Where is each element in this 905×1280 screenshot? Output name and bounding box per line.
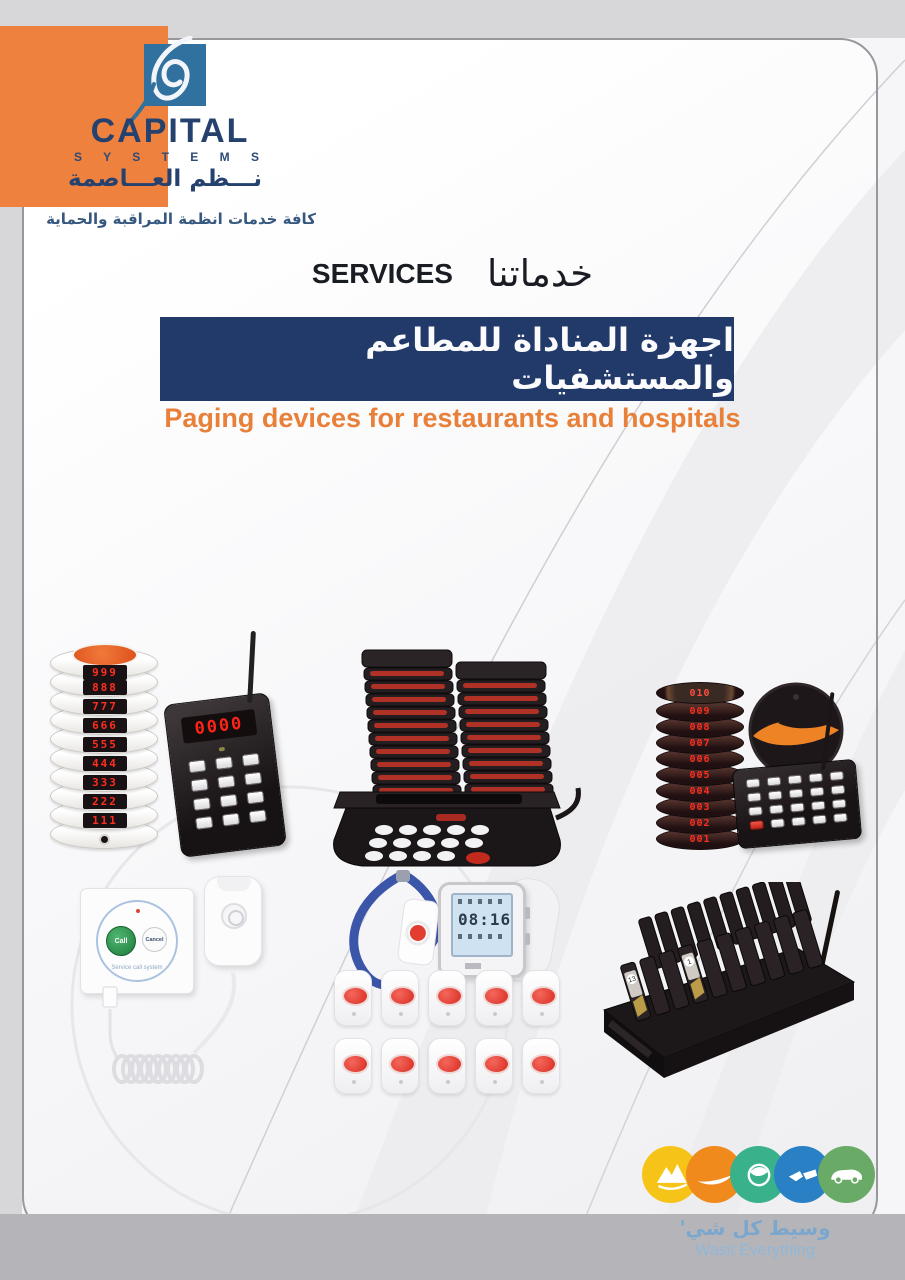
section-banner — [160, 317, 734, 401]
key — [768, 790, 783, 800]
key — [808, 773, 823, 783]
services-title-en: SERVICES — [311, 257, 453, 289]
key — [790, 802, 805, 812]
key — [217, 775, 235, 789]
key — [833, 813, 848, 823]
keypad-keys — [734, 770, 860, 831]
keypad-transmitter-2 — [732, 759, 863, 850]
call-button-unit — [334, 970, 372, 1026]
key — [787, 775, 802, 785]
watch-time: 08:16 — [458, 910, 512, 929]
coaster-pager: 008 — [656, 716, 744, 738]
key — [190, 778, 208, 792]
key — [812, 815, 827, 825]
pager-number: 999 — [83, 665, 127, 680]
car-icon — [818, 1146, 875, 1203]
footer-logo-circles — [642, 1146, 875, 1203]
lcd-status-icons — [458, 934, 506, 939]
dock-pager-label: 1 — [686, 958, 693, 967]
coaster-pager: 009 — [656, 700, 744, 722]
section-subtitle: Paging devices for restaurants and hospitals — [164, 403, 741, 433]
pendant-call-button — [204, 876, 262, 966]
footer-wasit-arabic: وسيط كل شي' — [679, 1216, 831, 1240]
call-button-unit — [522, 970, 560, 1026]
coaster-pager: 002 — [656, 812, 744, 834]
pager-number: 111 — [83, 813, 127, 828]
pager-column-left — [362, 650, 461, 797]
pager-number: 444 — [83, 756, 127, 771]
coaster-pager: 006 — [656, 748, 744, 770]
key — [243, 772, 261, 786]
rj-connector — [103, 987, 117, 1007]
base-logo — [436, 814, 466, 821]
cords — [88, 985, 288, 1095]
key — [810, 787, 825, 797]
pager-top-label — [72, 643, 138, 667]
call-button-unit — [475, 970, 513, 1026]
pager-number: 888 — [83, 680, 127, 695]
lcd-status-icons — [458, 899, 506, 904]
key — [248, 809, 266, 823]
key — [832, 799, 847, 809]
coaster-pager — [50, 648, 158, 678]
call-button-unit — [428, 1038, 466, 1094]
pager-number: 666 — [83, 718, 127, 733]
keypad-keys — [171, 751, 283, 832]
key — [195, 816, 213, 830]
key — [246, 791, 264, 805]
brand-arabic-name: نـــظم العـــاصمة — [68, 166, 262, 192]
coaster-pager-stack-dark — [656, 678, 748, 850]
call-button-unit — [475, 1038, 513, 1094]
call-button-unit — [522, 1038, 560, 1094]
call-button: Call — [106, 926, 136, 956]
led-indicator — [136, 909, 140, 913]
keypad-display: 0000 — [181, 709, 258, 744]
watch-brand-mark — [441, 963, 523, 969]
key — [770, 818, 785, 828]
cancel-button: Cancel — [142, 927, 167, 952]
key — [192, 797, 210, 811]
key — [747, 792, 762, 802]
watch-body — [438, 882, 526, 978]
services-heading — [0, 252, 905, 295]
key — [791, 816, 806, 826]
coaster-pager-stack-white — [50, 648, 162, 858]
pager-number: 555 — [83, 737, 127, 752]
charger-tower — [318, 640, 583, 885]
coaster-pager: 010 — [656, 682, 744, 704]
key — [749, 820, 764, 830]
key — [811, 801, 826, 811]
key — [748, 806, 763, 816]
key — [241, 753, 259, 767]
key — [829, 771, 844, 781]
brand-tagline: كافة خدمات انظمة المراقبة والحماية — [46, 210, 316, 228]
key — [769, 804, 784, 814]
wall-button-ring — [96, 900, 178, 982]
lanyard-clasp — [396, 870, 410, 882]
pager-number: 222 — [83, 794, 127, 809]
coaster-pager: 005 — [656, 764, 744, 786]
brand-subname: S Y S T E M S — [74, 150, 268, 164]
dock-pager-label: 13 — [627, 975, 637, 985]
footer-wasit-english: Wasit Everything — [695, 1242, 815, 1259]
key — [221, 813, 239, 827]
pager-number: 333 — [83, 775, 127, 790]
pager-logo-dot — [99, 834, 110, 845]
watch-side-button — [525, 933, 530, 945]
led-indicator — [219, 747, 225, 752]
pager-dock — [592, 882, 882, 1097]
ring-text: Service call system — [111, 965, 163, 971]
watch-side-button — [525, 907, 530, 919]
key — [219, 794, 237, 808]
call-button-unit — [334, 1038, 372, 1094]
key — [746, 778, 761, 788]
pendant-top — [217, 877, 251, 891]
pendant-button — [221, 903, 247, 929]
call-button-unit — [381, 970, 419, 1026]
send-key — [466, 852, 490, 864]
coaster-pager: 001 — [656, 828, 744, 850]
key — [188, 759, 206, 773]
coaster-pager: 004 — [656, 780, 744, 802]
call-button-set — [334, 970, 560, 1094]
key — [831, 785, 846, 795]
watch-screen — [451, 893, 513, 957]
wall-call-button — [80, 888, 194, 994]
call-button-unit — [381, 1038, 419, 1094]
key — [767, 776, 782, 786]
power-cable — [556, 788, 578, 818]
call-button-unit — [428, 970, 466, 1026]
pager-column-right — [456, 662, 553, 796]
key — [214, 756, 232, 770]
key — [789, 788, 804, 798]
banner-text: اجهزة المناداة للمطاعم والمستشفيات — [365, 321, 734, 397]
keypad-transmitter — [163, 692, 287, 858]
coaster-pager: 003 — [656, 796, 744, 818]
pager-number: 777 — [83, 699, 127, 714]
brand-name: CAPITAL — [90, 112, 250, 150]
services-title-ar: خدماتنا — [486, 252, 594, 295]
coaster-pager: 007 — [656, 732, 744, 754]
